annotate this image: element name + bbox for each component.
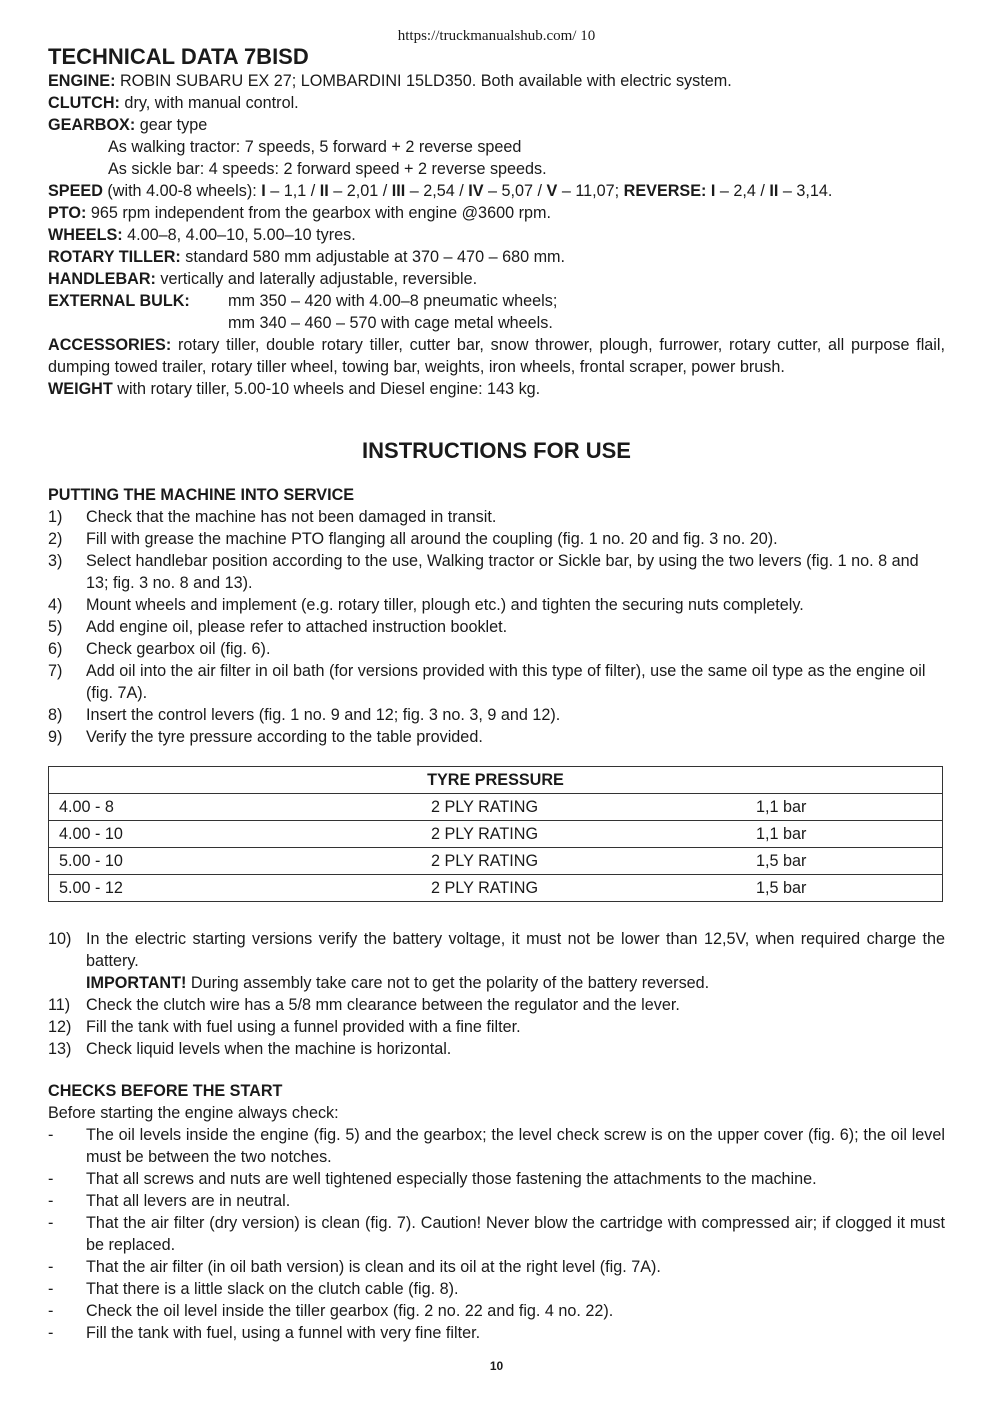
list-item <box>48 1278 945 1300</box>
check-text: The oil levels inside the engine (fig. 5) and the gearbox; the level check screw is on the upper cover (fig. 6); the oil level must be between the two notches. <box>86 1126 945 1166</box>
dash-marker: - <box>48 1170 54 1188</box>
step-number: 7) <box>48 662 63 680</box>
dash-marker: - <box>48 1324 54 1342</box>
speed-gear-2-val: – 2,01 / <box>328 182 392 200</box>
check-text: Check the oil level inside the tiller gearbox (fig. 2 no. 22 and fig. 4 no. 22). <box>86 1302 614 1320</box>
check-text: That all screws and nuts are well tightened especially those fastening the attachments to the machine. <box>86 1170 817 1188</box>
dash-marker: - <box>48 1302 54 1320</box>
step-text: Verify the tyre pressure according to the table provided. <box>86 728 483 746</box>
table-row <box>49 794 943 821</box>
gearbox-text: gear type <box>135 116 208 134</box>
list-item <box>48 704 945 726</box>
tiller-text: standard 580 mm adjustable at 370 – 470 – 680 mm. <box>180 248 566 266</box>
tiller-line <box>48 246 945 268</box>
checks-title: CHECKS BEFORE THE START <box>48 1082 283 1100</box>
step-text: Select handlebar position according to the use, Walking tractor or Sickle bar, by using the two levers (fig. 1 no. 8 and 13; fig. 3 no. 8 and 13). <box>86 552 919 592</box>
step-text: Fill the tank with fuel using a funnel provided with a fine filter. <box>86 1018 521 1036</box>
list-item <box>48 506 945 528</box>
table-cell: 1,5 bar <box>746 875 943 902</box>
handlebar-text: vertically and laterally adjustable, reversible. <box>155 270 478 288</box>
step-number: 11) <box>48 996 71 1014</box>
speed-line <box>48 180 945 202</box>
speed-label: SPEED <box>48 182 103 200</box>
clutch-line <box>48 92 945 114</box>
speed-gear-5: V <box>546 182 558 200</box>
table-cell: 1,1 bar <box>746 794 943 821</box>
table-cell: 2 PLY RATING <box>421 821 746 848</box>
table-cell: 2 PLY RATING <box>421 794 746 821</box>
bulk-row-2 <box>48 312 945 334</box>
page-content <box>48 44 945 1374</box>
list-item <box>48 1038 945 1060</box>
reverse-label: REVERSE: I <box>623 182 716 200</box>
check-text: That the air filter (dry version) is clean (fig. 7). Caution! Never blow the cartridge with compressed air; if clogged it must be replaced. <box>86 1214 945 1254</box>
checks-intro: Before starting the engine always check: <box>48 1104 339 1122</box>
handlebar-line <box>48 268 945 290</box>
table-row <box>49 875 943 902</box>
accessories-text: rotary tiller, double rotary tiller, cutter bar, snow thrower, plough, furrower, rotary cutter, all purpose flail, dumping towed trailer, rotary tiller wheel, towing bar, weights, iron wheels, frontal scraper, power brush. <box>48 336 945 376</box>
engine-text: ROBIN SUBARU EX 27; LOMBARDINI 15LD350. Both available with electric system. <box>115 72 732 90</box>
table-header-row <box>49 767 943 794</box>
dash-marker: - <box>48 1214 54 1232</box>
accessories-label: ACCESSORIES: <box>48 336 172 354</box>
technical-title: TECHNICAL DATA 7BISD <box>48 44 309 69</box>
table-cell: 2 PLY RATING <box>421 875 746 902</box>
handlebar-label: HANDLEBAR: <box>48 270 156 288</box>
step-number: 6) <box>48 640 63 658</box>
reverse-2-val: – 3,14. <box>778 182 833 200</box>
list-item <box>48 928 945 972</box>
step-number: 5) <box>48 618 63 636</box>
list-item <box>48 616 945 638</box>
speed-gear-4-val: – 5,07 / <box>483 182 547 200</box>
list-item <box>48 594 945 616</box>
step-number: 8) <box>48 706 63 724</box>
list-item <box>48 660 945 704</box>
reverse-1-val: – 2,4 / <box>715 182 770 200</box>
step-text: In the electric starting versions verify the battery voltage, it must not be lower than 12,5V, when required charge the battery. <box>86 930 945 970</box>
step-text: Add engine oil, please refer to attached instruction booklet. <box>86 618 508 636</box>
list-item <box>48 1300 945 1322</box>
table-cell: 1,5 bar <box>746 848 943 875</box>
header-url: https://truckmanualshub.com/ 10 <box>397 28 596 44</box>
wheels-text: 4.00–8, 4.00–10, 5.00–10 tyres. <box>122 226 356 244</box>
step-number: 9) <box>48 728 63 746</box>
step-text: Mount wheels and implement (e.g. rotary tiller, plough etc.) and tighten the securing nuts completely. <box>86 596 804 614</box>
check-text: That all levers are in neutral. <box>86 1192 291 1210</box>
speed-gear-1-val: – 1,1 / <box>265 182 320 200</box>
list-item <box>48 1016 945 1038</box>
weight-line <box>48 378 945 400</box>
step-number: 13) <box>48 1040 72 1058</box>
instructions-title: INSTRUCTIONS FOR USE <box>362 438 631 463</box>
step-text: Check that the machine has not been damaged in transit. <box>86 508 497 526</box>
step-number: 10) <box>48 930 72 948</box>
important-text: During assembly take care not to get the polarity of the battery reversed. <box>186 974 710 992</box>
wheels-label: WHEELS: <box>48 226 123 244</box>
speed-gear-4: IV <box>468 182 484 200</box>
step-number: 3) <box>48 552 63 570</box>
service-steps-continued <box>48 928 945 972</box>
weight-text: with rotary tiller, 5.00-10 wheels and Diesel engine: 143 kg. <box>112 380 541 398</box>
step-text: Fill with grease the machine PTO flanging all around the coupling (fig. 1 no. 20 and fig. 3 no. 20). <box>86 530 778 548</box>
list-item <box>48 638 945 660</box>
table-row <box>49 848 943 875</box>
table-header: TYRE PRESSURE <box>49 767 943 794</box>
table-row <box>49 821 943 848</box>
service-steps <box>48 506 945 748</box>
pto-text: 965 rpm independent from the gearbox with engine @3600 rpm. <box>86 204 551 222</box>
dash-marker: - <box>48 1280 54 1298</box>
step-text: Insert the control levers (fig. 1 no. 9 and 12; fig. 3 no. 3, 9 and 12). <box>86 706 561 724</box>
table-cell: 1,1 bar <box>746 821 943 848</box>
table-cell: 4.00 - 10 <box>49 821 422 848</box>
gearbox-detail-1: As walking tractor: 7 speeds, 5 forward + 2 reverse speed <box>108 138 522 156</box>
gearbox-line <box>48 114 945 136</box>
checks-list <box>48 1124 945 1344</box>
pto-line <box>48 202 945 224</box>
clutch-label: CLUTCH: <box>48 94 120 112</box>
list-item <box>48 1212 945 1256</box>
step-number: 1) <box>48 508 63 526</box>
check-text: That there is a little slack on the clutch cable (fig. 8). <box>86 1280 459 1298</box>
gearbox-label: GEARBOX: <box>48 116 136 134</box>
table-cell: 5.00 - 10 <box>49 848 422 875</box>
page-number: 10 <box>489 1359 504 1373</box>
step-number: 4) <box>48 596 63 614</box>
bulk-label: EXTERNAL BULK: <box>48 292 190 310</box>
table-cell: 4.00 - 8 <box>49 794 422 821</box>
step-number: 12) <box>48 1018 72 1036</box>
speed-gear-3: III <box>391 182 406 200</box>
dash-marker: - <box>48 1258 54 1276</box>
tyre-pressure-table <box>48 766 943 902</box>
engine-line <box>48 70 945 92</box>
reverse-2: II <box>769 182 779 200</box>
wheels-line <box>48 224 945 246</box>
bulk-line-2: mm 340 – 460 – 570 with cage metal wheels. <box>228 314 553 332</box>
table-cell: 2 PLY RATING <box>421 848 746 875</box>
step-text: Check gearbox oil (fig. 6). <box>86 640 271 658</box>
bulk-row-1 <box>48 290 945 312</box>
clutch-text: dry, with manual control. <box>119 94 299 112</box>
step-number: 2) <box>48 530 63 548</box>
list-item <box>48 1256 945 1278</box>
accessories-line <box>48 334 945 378</box>
step-text: Check liquid levels when the machine is horizontal. <box>86 1040 452 1058</box>
list-item <box>48 1124 945 1168</box>
check-text: Fill the tank with fuel, using a funnel with very fine filter. <box>86 1324 481 1342</box>
speed-gear-1: I <box>261 182 266 200</box>
weight-label: WEIGHT <box>48 380 113 398</box>
bulk-spacer <box>48 312 228 334</box>
important-note <box>48 972 945 994</box>
gearbox-detail-2: As sickle bar: 4 speeds: 2 forward speed + 2 reverse speeds. <box>108 160 547 178</box>
step-text: Check the clutch wire has a 5/8 mm clearance between the regulator and the lever. <box>86 996 680 1014</box>
check-text: That the air filter (in oil bath version) is clean and its oil at the right level (fig. 7A). <box>86 1258 661 1276</box>
speed-gear-5-val: – 11,07; <box>557 182 624 200</box>
list-item <box>48 1168 945 1190</box>
speed-text: (with 4.00-8 wheels): <box>102 182 262 200</box>
table-cell: 5.00 - 12 <box>49 875 422 902</box>
dash-marker: - <box>48 1126 54 1144</box>
tiller-label: ROTARY TILLER: <box>48 248 181 266</box>
engine-label: ENGINE: <box>48 72 116 90</box>
speed-gear-2: II <box>319 182 329 200</box>
list-item <box>48 726 945 748</box>
important-label: IMPORTANT! <box>86 974 187 992</box>
list-item <box>48 1322 945 1344</box>
service-title: PUTTING THE MACHINE INTO SERVICE <box>48 486 355 504</box>
list-item <box>48 528 945 550</box>
list-item <box>48 994 945 1016</box>
service-steps-final <box>48 994 945 1060</box>
dash-marker: - <box>48 1192 54 1210</box>
pto-label: PTO: <box>48 204 87 222</box>
list-item <box>48 1190 945 1212</box>
speed-gear-3-val: – 2,54 / <box>405 182 469 200</box>
step-text: Add oil into the air filter in oil bath (for versions provided with this type of filter), use the same oil type as the engine oil (fig. 7A). <box>86 662 926 702</box>
list-item <box>48 550 945 594</box>
bulk-line-1: mm 350 – 420 with 4.00–8 pneumatic wheels; <box>228 292 558 310</box>
